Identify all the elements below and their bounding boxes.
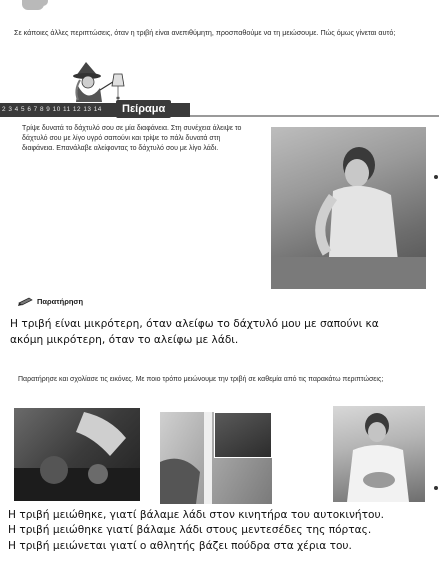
exercise-answer-1: Η τριβή μειώθηκε, γιατί βάλαμε λάδι στον κινητήρα του αυτοκινήτου.: [8, 509, 385, 521]
door-hinge-photo: [160, 412, 272, 504]
boy-figure: [271, 127, 426, 289]
exercise-answer-2: Η τριβή μειώθηκε γιατί βάλαμε λάδι στους μεντεσέδες της πόρτας.: [8, 524, 372, 536]
observation-heading: [18, 296, 83, 306]
observation-label: Παρατήρηση: [37, 296, 84, 306]
margin-dot-2: [434, 486, 438, 490]
pencil-icon: [18, 296, 34, 306]
exercise-instruction: Παρατήρησε και σχολίασε τις εικόνες. Με ποιο τρόπο μειώνουμε την τριβή σε καθεμία από τις παρακάτω περιπτώσεις;: [18, 376, 384, 383]
banner-numbers: 2 3 4 5 6 7 8 9 10 11 12 13 14: [2, 106, 102, 113]
car-engine-photo: [14, 408, 140, 501]
intro-text: Σε κάποιες άλλες περιπτώσεις, όταν η τριβή είναι ανεπιθύμητη, προσπαθούμε να τη μειώσουμε. Πώς όμως γίνεται αυτό;: [14, 28, 396, 37]
banner-rule: [190, 115, 439, 117]
exercise-answer-3: Η τριβή μειώνεται γιατί ο αθλητής βάζει πούδρα στα χέρια του.: [8, 540, 352, 552]
car-engine-figure: [14, 408, 140, 501]
experiment-text: Τρίψε δυνατά το δάχτυλό σου σε μία διαφάνεια. Στη συνέχεια άλειψε το δάχτυλό σου με λίγο υγρό σαπούνι και τρίψε το πάλι δυνατά στη διαφάνεια. Επανάλαβε αλείφοντας το δάχτυλό σου με λίγο λάδι.: [22, 125, 242, 153]
door-hinge-inset-photo: [214, 412, 272, 458]
observation-answer-line-2: ακόμη μικρότερη, όταν το αλείφω με λάδι.: [10, 334, 239, 346]
experiment-photo: [271, 127, 426, 289]
observation-answer-line-1: Η τριβή είναι μικρότερη, όταν αλείφω το δάχτυλό μου με σαπούνι κα: [10, 318, 379, 330]
banner-title: Πείραμα: [116, 100, 171, 118]
puzzle-icon: [22, 0, 44, 10]
athlete-photo: [333, 406, 425, 502]
experiment-banner: [0, 60, 439, 120]
margin-dot: [434, 175, 438, 179]
athlete-figure: [333, 406, 425, 502]
witch-illustration: [72, 60, 132, 104]
